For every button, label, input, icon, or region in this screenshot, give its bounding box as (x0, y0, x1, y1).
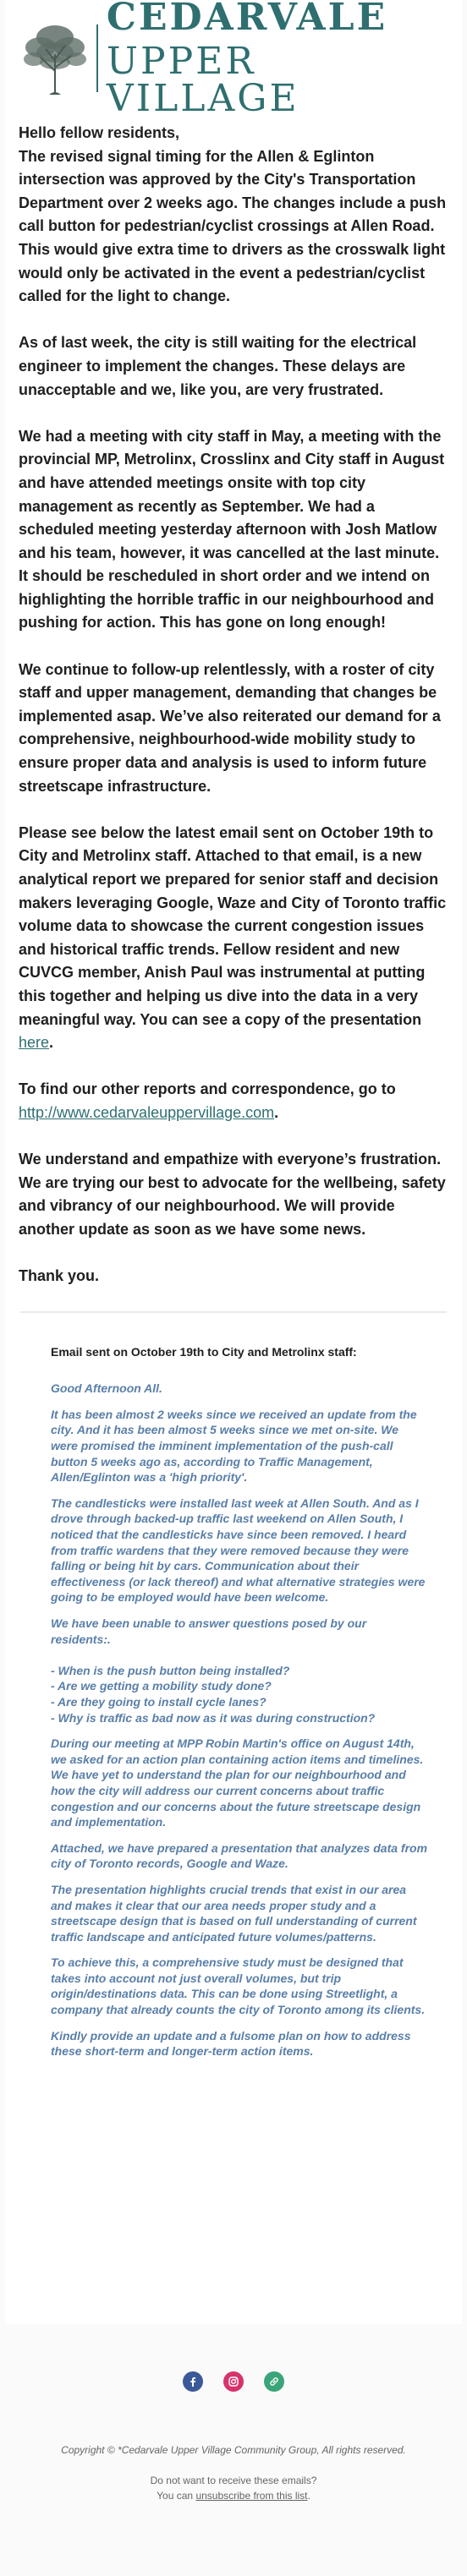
social-links (0, 2324, 467, 2412)
email-body (5, 110, 462, 1288)
logo-line-1: CEDARVALE (106, 0, 388, 39)
section-divider (20, 1311, 447, 1313)
paragraph-signal-timing: The revised signal timing for the Allen & Eglinton intersection was approved by the City's Transportation Department over 2 weeks ago. The changes include a push call button for pedestrian/cyclist crossings at Allen Road. This would give extra time to drivers as the crosswalk light would only be activated in the event a pedestrian/cyclist called for the light to change. (19, 147, 447, 305)
cedar-tree-logo-icon (19, 20, 91, 96)
unsubscribe-prompt: Do not want to receive these emails? (150, 2475, 317, 2486)
facebook-button[interactable] (183, 2371, 203, 2392)
logo-line-2: UPPER VILLAGE (106, 40, 299, 120)
quoted-paragraph-request: Kindly provide an update and a fulsome plan on how to address these short-term and longer-term action items. (51, 2028, 411, 2059)
sign-off: Thank you. (19, 1267, 100, 1285)
email-footer (0, 2412, 467, 2503)
quoted-greeting: Good Afternoon All. (51, 1381, 162, 1396)
quoted-paragraph-candlesticks: The candlesticks were installed last week at Allen South. And as I drove through backed-up traffic last weekend on Allen South, I noticed that the candlesticks have since been removed. I heard from traffic wardens that they were removed because they were falling or being hit by cars. Communication about their effectiveness (or lack thereof) and what alternative strategies were going to be employed would have been welcome. (51, 1496, 426, 1605)
unsubscribe-prefix: You can (157, 2490, 194, 2502)
facebook-icon (187, 2376, 199, 2387)
quoted-paragraph-attachment: Attached, we have prepared a presentation that analyzes data from city of Toronto records, Google and Waze. (51, 1840, 428, 1871)
unsubscribe-link[interactable]: unsubscribe from this list (195, 2490, 308, 2502)
unsubscribe-end: . (307, 2490, 310, 2502)
link-icon (268, 2376, 280, 2387)
quoted-question-item: - Are they going to install cycle lanes? (51, 1694, 266, 1709)
quoted-question-item: - Are we getting a mobility study done? (51, 1679, 272, 1693)
paragraph-website (19, 1078, 448, 1124)
unsubscribe-line (14, 2488, 453, 2503)
quoted-email (20, 1328, 447, 2088)
paragraph-report-text: Please see below the latest email sent on October 19th to City and Metrolinx staff. Attached to that email, is a new analytical report we prepared for senior staff and decision makers leveraging Google, Waze and City of Toronto traffic volume data to showcase the current congestion issues and historical traffic trends. Fellow resident and new CUVCG member, Anish Paul was instrumental at putting this together and helping us dive into the data in a very meaningful way. You can see a copy of the presentation (19, 823, 447, 1028)
paragraph-report (19, 822, 448, 1055)
quoted-paragraph-update: It has been almost 2 weeks since we received an update from the city. And it has been almost 5 weeks since we met on-site. We were promised the imminent implementation of the push-call button 5 weeks ago as, according to Traffic Management, Allen/Eglinton was a 'high priority'. (51, 1407, 417, 1485)
greeting: Hello fellow residents, (19, 124, 180, 141)
instagram-button[interactable] (223, 2371, 244, 2392)
logo-wordmark (107, 0, 448, 118)
presentation-link[interactable]: here (19, 1034, 50, 1052)
website-button[interactable] (264, 2371, 284, 2392)
paragraph-follow-up: We continue to follow-up relentlessly, with a roster of city staff and upper management, demanding that changes be implemented asap. We’ve also reiterated our demand for a comprehensive, neighbourhood-wide mobility study to ensure proper data and analysis is used to inform future streetscape infrastructure. (19, 660, 441, 795)
website-link[interactable]: http://www.cedarvaleuppervillage.com (19, 1103, 275, 1121)
paragraph-meetings: We had a meeting with city staff in May, a meeting with the provincial MP, Metrolinx, Crosslinx and City staff in August and have attended meetings onsite with top city management as recently as September. We had a scheduled meeting yesterday afternoon with Josh Matlow and his team, however, it was cancelled at the last minute. It should be rescheduled in short order and we intend on highlighting the horrible traffic in our neighbourhood and pushing for action. This has gone on long enough! (19, 427, 445, 632)
logo-divider (96, 25, 98, 92)
paragraph-report-end: . (49, 1034, 54, 1052)
quoted-paragraph-study: To achieve this, a comprehensive study must be designed that takes into account not just overall volumes, but trip origin/destinations data. This can be done using Streetlight, a company that already counts the city of Toronto among its clients. (51, 1955, 426, 2017)
quoted-question-item: - Why is traffic as bad now as it was during construction? (51, 1710, 376, 1725)
email-card (5, 0, 462, 2324)
email-header (5, 0, 462, 120)
instagram-icon (228, 2376, 239, 2387)
quoted-paragraph-trends: The presentation highlights crucial trends that exist in our area and makes it clear that our area needs proper study and a streetscape design that is based on full understanding of current traffic landscape and anticipated future volumes/patterns. (51, 1882, 417, 1944)
paragraph-website-end: . (274, 1103, 279, 1121)
paragraph-empathy: We understand and empathize with everyone’s frustration. We are trying our best to advocate for the wellbeing, safety and vibrancy of our neighbourhood. We will provide another update as soon as we have some news. (19, 1151, 446, 1238)
paragraph-website-text: To find our other reports and correspondence, go to (19, 1080, 396, 1098)
quoted-email-heading: Email sent on October 19th to City and Metrolinx staff: (51, 1345, 357, 1359)
quoted-spacer (51, 1647, 428, 1663)
paragraph-delays: As of last week, the city is still waiting for the electrical engineer to implement the changes. These delays are unacceptable and we, like you, are very frustrated. (19, 334, 417, 398)
quoted-paragraph-questions-intro: We have been unable to answer questions posed by our residents:. (51, 1616, 367, 1646)
copyright-text: Copyright © *Cedarvale Upper Village Community Group, All rights reserved. (61, 2444, 406, 2456)
quoted-question-item: - When is the push button being installed? (51, 1663, 290, 1677)
quoted-paragraph-action-plan: During our meeting at MPP Robin Martin's office on August 14th, we asked for an action plan containing action items and timelines. We have yet to understand the plan for our neighbourhood and how the city will address our current concerns about traffic congestion and our concerns about the future streetscape design and implementation. (51, 1736, 424, 1829)
